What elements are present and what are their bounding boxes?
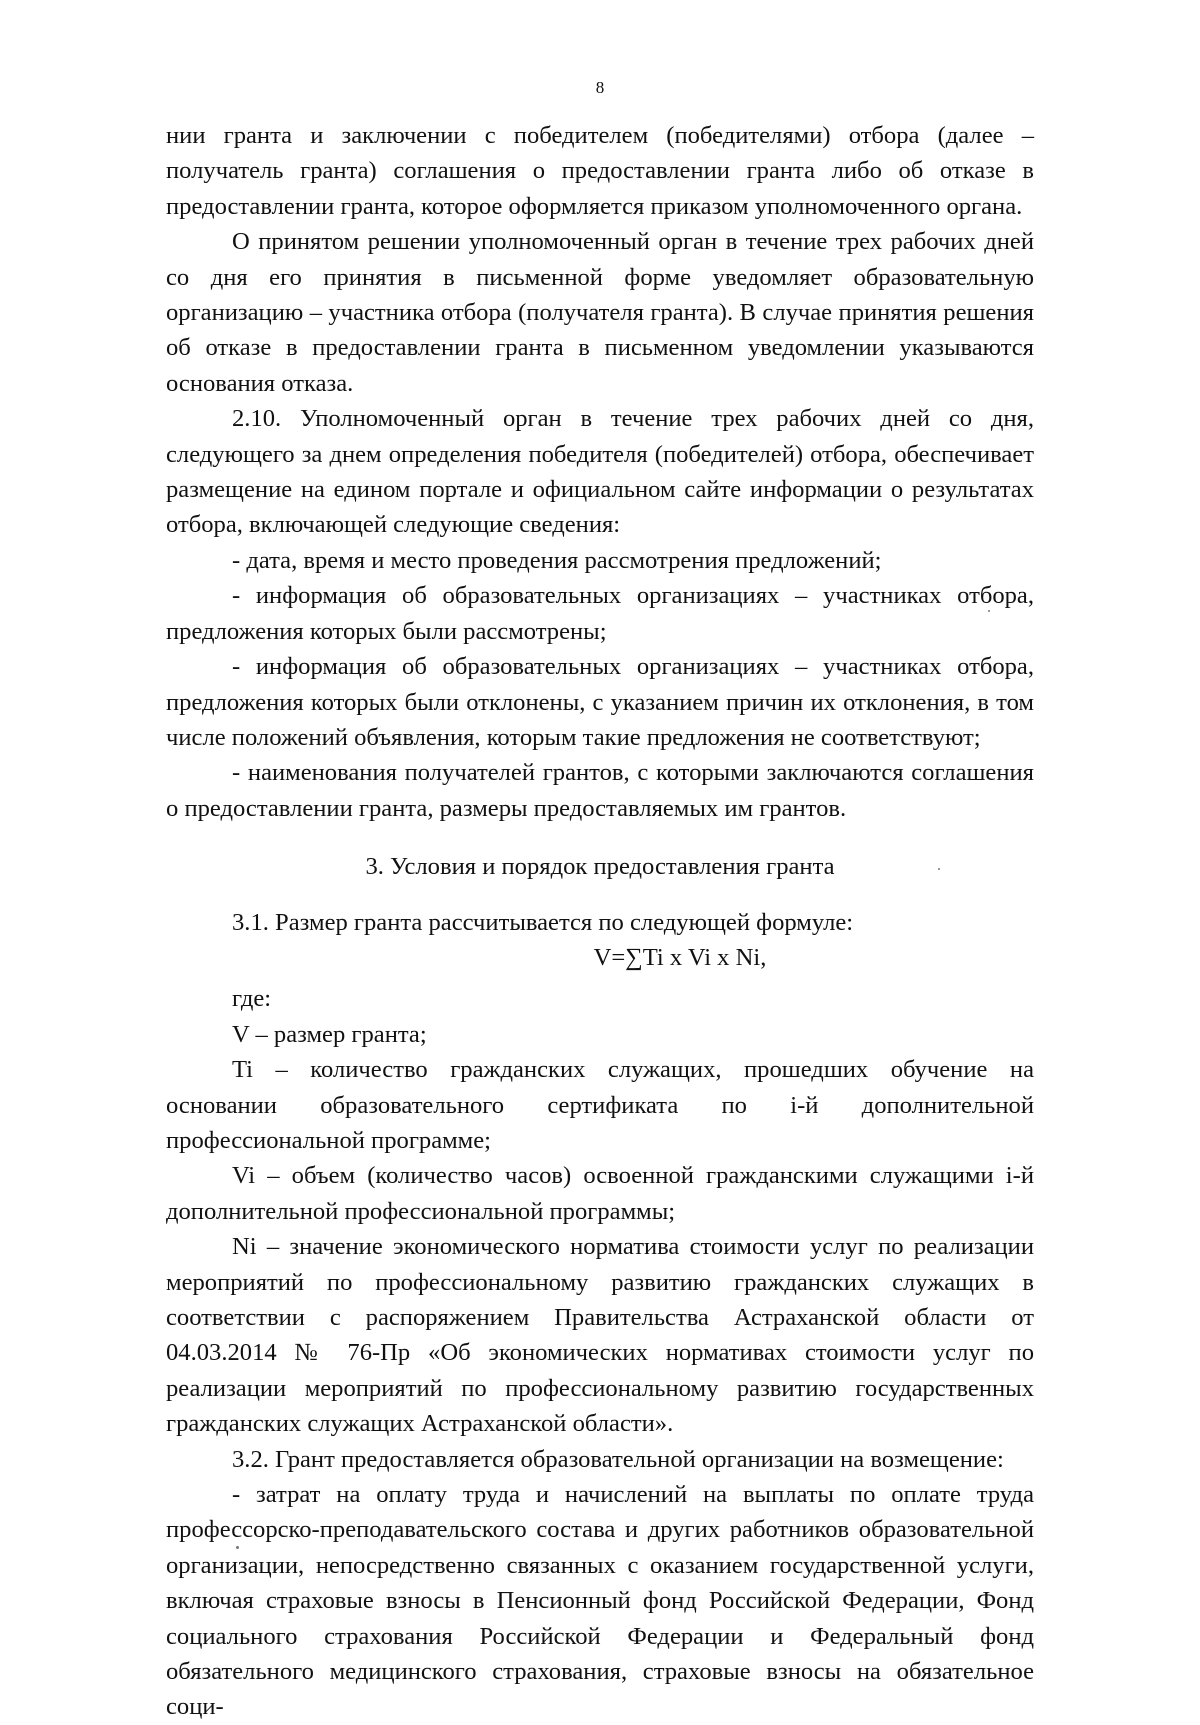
paragraph-3-2: 3.2. Грант предоставляется образовательной организации на возмещение: — [232, 1445, 1004, 1473]
section-heading: 3. Условия и порядок предоставления гранта — [365, 853, 835, 881]
definition-ti: Ti – количество гражданских служащих, прошедших обучение на основании образовательного сертификата по i-й дополнительной профессиональной программе; — [166, 1056, 1034, 1154]
scan-speck — [938, 868, 940, 870]
paragraph-grant-decision: нии гранта и заключении с победителем (победителями) отбора (далее – получатель гранта) соглашения о предоставлении гранта либо об отказе в предоставлении гранта, которое оформляется приказом уполномоченного органа. — [166, 122, 1034, 220]
list-item-grant-recipients: - наименования получателей грантов, с которыми заключаются соглашения о предоставлении гранта, размеры предоставляемых им грантов. — [166, 759, 1034, 822]
list-item-reviewed-participants: - информация об образовательных организациях – участниках отбора, предложения которых были рассмотрены; — [166, 582, 1034, 645]
scan-speck — [236, 1546, 239, 1549]
page-number: 8 — [595, 78, 605, 97]
definition-vi: Vi – объем (количество часов) освоенной гражданскими служащими i-й дополнительной профессиональной программы; — [166, 1162, 1034, 1225]
list-item-rejected-participants: - информация об образовательных организациях – участниках отбора, предложения которых были отклонены, с указанием причин их отклонения, в том числе положений объявления, которым такие предложения не соответствуют; — [166, 653, 1034, 751]
list-item-date-time-place: - дата, время и место проведения рассмотрения предложений; — [232, 546, 882, 574]
grant-formula: V=∑Ti x Vi x Ni, — [593, 943, 767, 971]
scan-speck — [988, 610, 990, 612]
paragraph-3-1: 3.1. Размер гранта рассчитывается по следующей формуле: — [232, 908, 854, 936]
where-label: где: — [232, 985, 272, 1013]
list-item-labor-costs: - затрат на оплату труда и начислений на выплаты по оплате труда профессорско-преподавательского состава и других работников образовательной организации, непосредственно связанных с оказанием государственной услуги, включая страховые взносы в Пенсионный фонд Российской Федерации, Фонд социального страхования Российской Федерации и Федеральный фонд обязательного медицинского страхования, страховые взносы на обязательное соци- — [166, 1481, 1034, 1721]
paragraph-notification: О принятом решении уполномоченный орган в течение трех рабочих дней со дня его принятия в письменной форме уведомляет образовательную организацию – участника отбора (получателя гранта). В случае принятия решения об отказе в предоставлении гранта в письменном уведомлении указываются основания отказа. — [166, 228, 1034, 397]
document-body — [166, 118, 1034, 1725]
paragraph-2-10: 2.10. Уполномоченный орган в течение трех рабочих дней со дня, следующего за днем определения победителя (победителей) отбора, обеспечивает размещение на едином портале и официальном сайте информации о результатах отбора, включающей следующие сведения: — [166, 405, 1034, 539]
definition-v: V – размер гранта; — [232, 1020, 427, 1048]
definition-ni: Ni – значение экономического норматива стоимости услуг по реализации мероприятий по профессиональному развитию гражданских служащих в соответствии с распоряжением Правительства Астраханской области от 04.03.2014 № 76-Пр «Об экономических нормативах стоимости услуг по реализации мероприятий по профессиональному развитию государственных гражданских служащих Астраханской области». — [166, 1233, 1034, 1438]
